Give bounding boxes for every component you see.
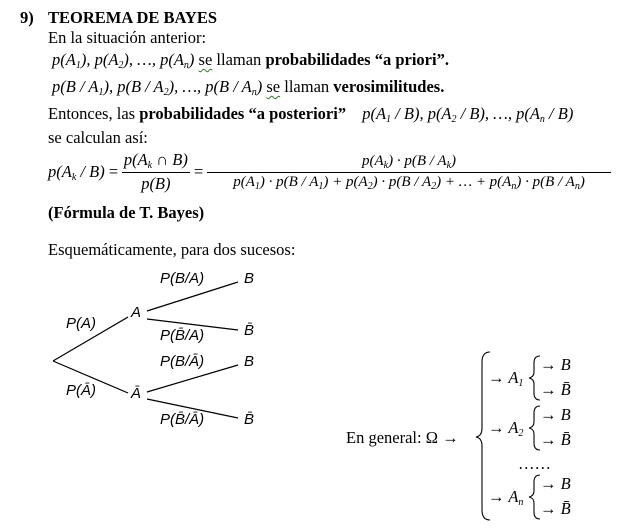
intro-text: En la situación anterior:	[48, 28, 207, 47]
branch-3-end: B	[244, 353, 255, 370]
general-out-2a: → B	[540, 405, 571, 424]
branch-2-end: B̄	[244, 322, 255, 339]
formula-rhs-numerator: $p(A_k) \cdot p(B / A_k)$	[207, 153, 611, 173]
node-top: A	[131, 304, 142, 321]
verosim-expression: $p(B / A_1)$, $p(B / A_2)$, …, $p(B / A_n)$	[52, 77, 263, 98]
general-dots: ……	[518, 454, 551, 473]
branch-4-end: B̄	[244, 411, 255, 428]
priori-se: se	[198, 50, 213, 69]
general-label: En general: Ω →	[346, 428, 459, 447]
general-out-1b: → B̄	[540, 380, 571, 399]
formula-lhs: $p(A_k / B)$	[48, 161, 105, 183]
verosim-text: llaman	[280, 77, 334, 96]
equals-sign: =	[107, 162, 119, 181]
general-node-n: → $A_n$	[488, 487, 524, 508]
priori-bold: probabilidades “a priori”.	[265, 50, 449, 69]
formula-rhs-denominator: $p(A_1) \cdot p(B / A_1) + p(A_2) \cdot p(B / A_2)$ + … + $p(A_n) \cdot p(B / A_n)$	[233, 173, 585, 192]
posteriori-bold: probabilidades “a posteriori”	[139, 104, 347, 123]
formula-mid-denominator: p(B)	[141, 174, 171, 193]
equals-sign-2: =	[192, 162, 205, 181]
priori-expression: $p(A_1)$, $p(A_2)$, …, $p(A_n)$	[52, 50, 195, 71]
posteriori-expression: $p(A_1 / B)$, $p(A_2 / B)$, …, $p(A_n / B)$	[362, 104, 574, 125]
branch-2-label: P(B̄/A)	[160, 327, 205, 344]
general-node-2: → $A_2$	[488, 418, 524, 439]
small-brace-2	[529, 406, 540, 450]
root-bottom-label: P(Ā)	[66, 382, 96, 399]
section-number: 9)	[20, 8, 34, 27]
root-top-label: P(A)	[66, 315, 96, 332]
branch-1-end: B	[244, 270, 255, 287]
posteriori-pre: Entonces, las	[48, 104, 140, 123]
priori-text: llaman	[212, 50, 266, 69]
scheme-line: Esquemáticamente, para dos sucesos:	[48, 240, 296, 259]
branch-4-label: P(B̄/Ā)	[160, 411, 205, 428]
general-out-2b: → B̄	[540, 430, 571, 449]
general-node-1: → $A_1$	[488, 368, 524, 389]
node-bottom: Ā	[131, 385, 142, 402]
general-out-na: → B	[540, 474, 571, 493]
general-out-1a: → B	[540, 355, 571, 374]
general-out-nb: → B̄	[540, 499, 571, 518]
small-brace-1	[529, 356, 540, 400]
branch-3-label: P(B/Ā)	[160, 353, 205, 370]
formula-caption: (Fórmula de T. Bayes)	[48, 203, 205, 222]
verosim-se: se	[266, 77, 281, 96]
verosim-bold: verosimilitudes.	[333, 77, 445, 96]
calc-line: se calculan así:	[48, 128, 148, 147]
section-title: TEOREMA DE BAYES	[48, 8, 218, 27]
branch-1-label: P(B/A)	[160, 270, 205, 287]
small-brace-3	[529, 475, 540, 519]
formula-mid-numerator: $p(A_k$ ∩ B)	[123, 150, 188, 171]
